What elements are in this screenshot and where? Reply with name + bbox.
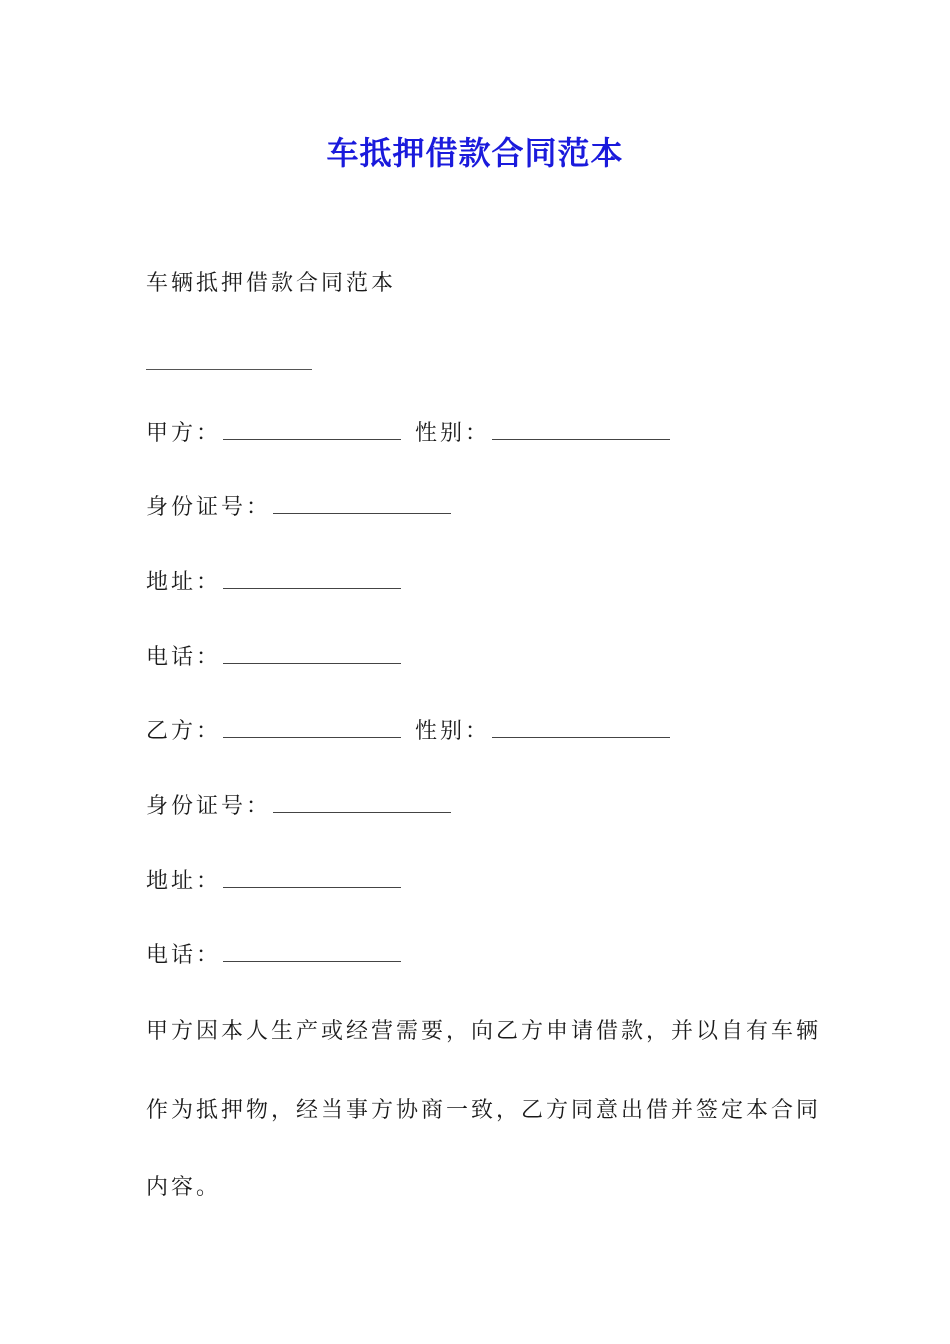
party-b-gender-label: 性别：	[415, 719, 491, 744]
party-b-id-blank[interactable]	[273, 811, 451, 813]
party-b-phone-row	[146, 938, 415, 974]
party-b-id-label: 身份证号：	[146, 794, 272, 819]
party-b-address-label: 地址：	[146, 869, 222, 894]
party-a-name-row	[146, 416, 684, 452]
party-a-id-blank[interactable]	[273, 512, 451, 514]
party-a-address-label: 地址：	[146, 570, 222, 595]
intro-line-1: 甲方因本人生产或经营需要，向乙方申请借款，并以自有车辆	[146, 1019, 822, 1044]
separator-line	[146, 369, 312, 370]
party-a-id-row	[146, 490, 465, 526]
party-a-address-row	[146, 565, 415, 601]
party-b-address-blank[interactable]	[223, 886, 401, 888]
party-b-phone-label: 电话：	[146, 943, 222, 968]
party-a-address-blank[interactable]	[223, 587, 401, 589]
party-a-name-blank[interactable]	[223, 438, 401, 440]
party-a-gender-blank[interactable]	[492, 438, 670, 440]
party-a-phone-label: 电话：	[146, 645, 222, 670]
party-a-gender-label: 性别：	[415, 421, 491, 446]
party-b-name-blank[interactable]	[223, 736, 401, 738]
party-b-gender-blank[interactable]	[492, 736, 670, 738]
party-a-id-label: 身份证号：	[146, 495, 272, 520]
party-a-phone-row	[146, 640, 415, 676]
party-b-address-row	[146, 864, 415, 900]
document-title: 车抵押借款合同范本	[326, 134, 624, 172]
document-subtitle: 车辆抵押借款合同范本	[146, 271, 397, 296]
party-b-phone-blank[interactable]	[223, 960, 401, 962]
party-b-name-row	[146, 714, 684, 750]
intro-line-3: 内容。	[146, 1175, 222, 1200]
party-a-phone-blank[interactable]	[223, 662, 401, 664]
intro-line-2: 作为抵押物，经当事方协商一致，乙方同意出借并签定本合同	[146, 1098, 822, 1123]
party-b-id-row	[146, 789, 465, 825]
party-a-name-label: 甲方：	[146, 421, 222, 446]
party-b-name-label: 乙方：	[146, 719, 222, 744]
